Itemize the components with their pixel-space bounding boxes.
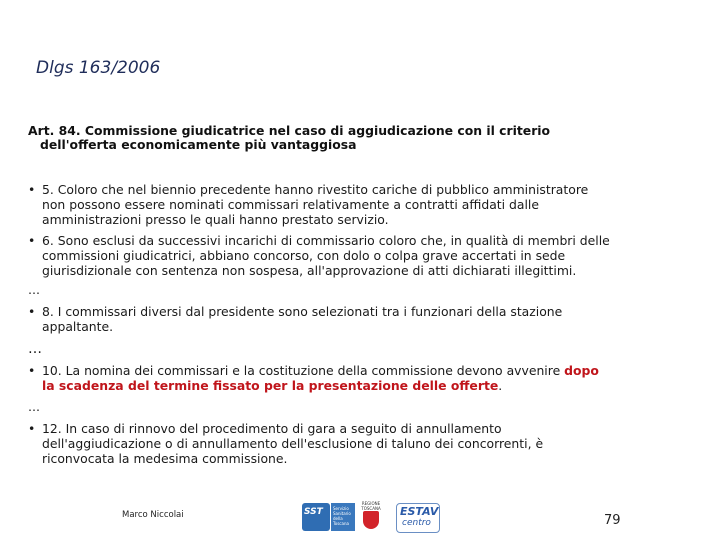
ellipsis-1: … [28, 283, 40, 297]
heading-line-1: Art. 84. Commissione giudicatrice nel caso di aggiudicazione con il criterio [28, 123, 551, 138]
article-heading [28, 124, 668, 152]
item-line: 10. La nomina dei commissari e la costituzione della commissione devono avvenire [42, 363, 565, 378]
bullet-icon: • [28, 304, 36, 319]
bullet-icon: • [28, 182, 36, 197]
item-line: dell'aggiudicazione o di annullamento dell'esclusione di taluno dei concorrenti, è [42, 436, 544, 451]
estav-logo-bottom: centro [402, 518, 431, 528]
page-number: 79 [604, 513, 621, 528]
item-line: 8. I commissari diversi dal presidente sono selezionati tra i funzionari della stazione [42, 304, 563, 319]
region-caption: REGIONE TOSCANA [361, 501, 381, 511]
item-line: 5. Coloro che nel biennio precedente hanno rivestito cariche di pubblico amministratore [42, 182, 589, 197]
item-line: giurisdizionale con sentenza non sospesa, all'approvazione di atti dichiarati illegittimi. [42, 263, 577, 278]
sst-logo-text: SST [304, 507, 323, 517]
item-line: non possono essere nominati commissari relativamente a contratti affidati dalle [42, 197, 539, 212]
bullet-icon: • [28, 363, 36, 378]
highlight-text: dopo [564, 363, 599, 378]
heading-line-2: dell'offerta economicamente più vantaggiosa [40, 137, 357, 152]
regione-toscana-logo-icon [358, 501, 384, 531]
sst-caption-logo [331, 503, 355, 531]
region-shield-icon [363, 511, 379, 529]
paragraph-item-12 [28, 421, 698, 466]
item-line: riconvocata la medesima commissione. [42, 451, 288, 466]
item-line: 6. Sono esclusi da successivi incarichi di commissario coloro che, in qualità di membri delle [42, 233, 610, 248]
item-line: amministrazioni presso le quali hanno prestato servizio. [42, 212, 389, 227]
estav-logo-icon [396, 503, 440, 533]
bullet-icon: • [28, 421, 36, 436]
paragraph-item-8 [28, 304, 698, 334]
highlight-text: la scadenza del termine fissato per la presentazione delle offerte [42, 378, 499, 393]
sst-logo-icon [302, 503, 330, 531]
footer-author: Marco Niccolai [122, 510, 184, 520]
paragraph-item-5 [28, 182, 698, 227]
sst-caption: Servizio Sanitario della Toscana [333, 506, 351, 526]
estav-logo-top: ESTAV [400, 505, 439, 518]
item-line-end: . [498, 378, 503, 393]
item-line: commissioni giudicatrici, abbiano concorso, con dolo o colpa grave accertati in sede [42, 248, 566, 263]
paragraph-item-10 [28, 363, 698, 393]
bullet-icon: • [28, 233, 36, 248]
ellipsis-2: … [28, 341, 42, 357]
slide-title: Dlgs 163/2006 [36, 58, 161, 78]
item-line: appaltante. [42, 319, 114, 334]
paragraph-item-6 [28, 233, 698, 278]
ellipsis-3: … [28, 400, 40, 414]
item-line: 12. In caso di rinnovo del procedimento di gara a seguito di annullamento [42, 421, 502, 436]
